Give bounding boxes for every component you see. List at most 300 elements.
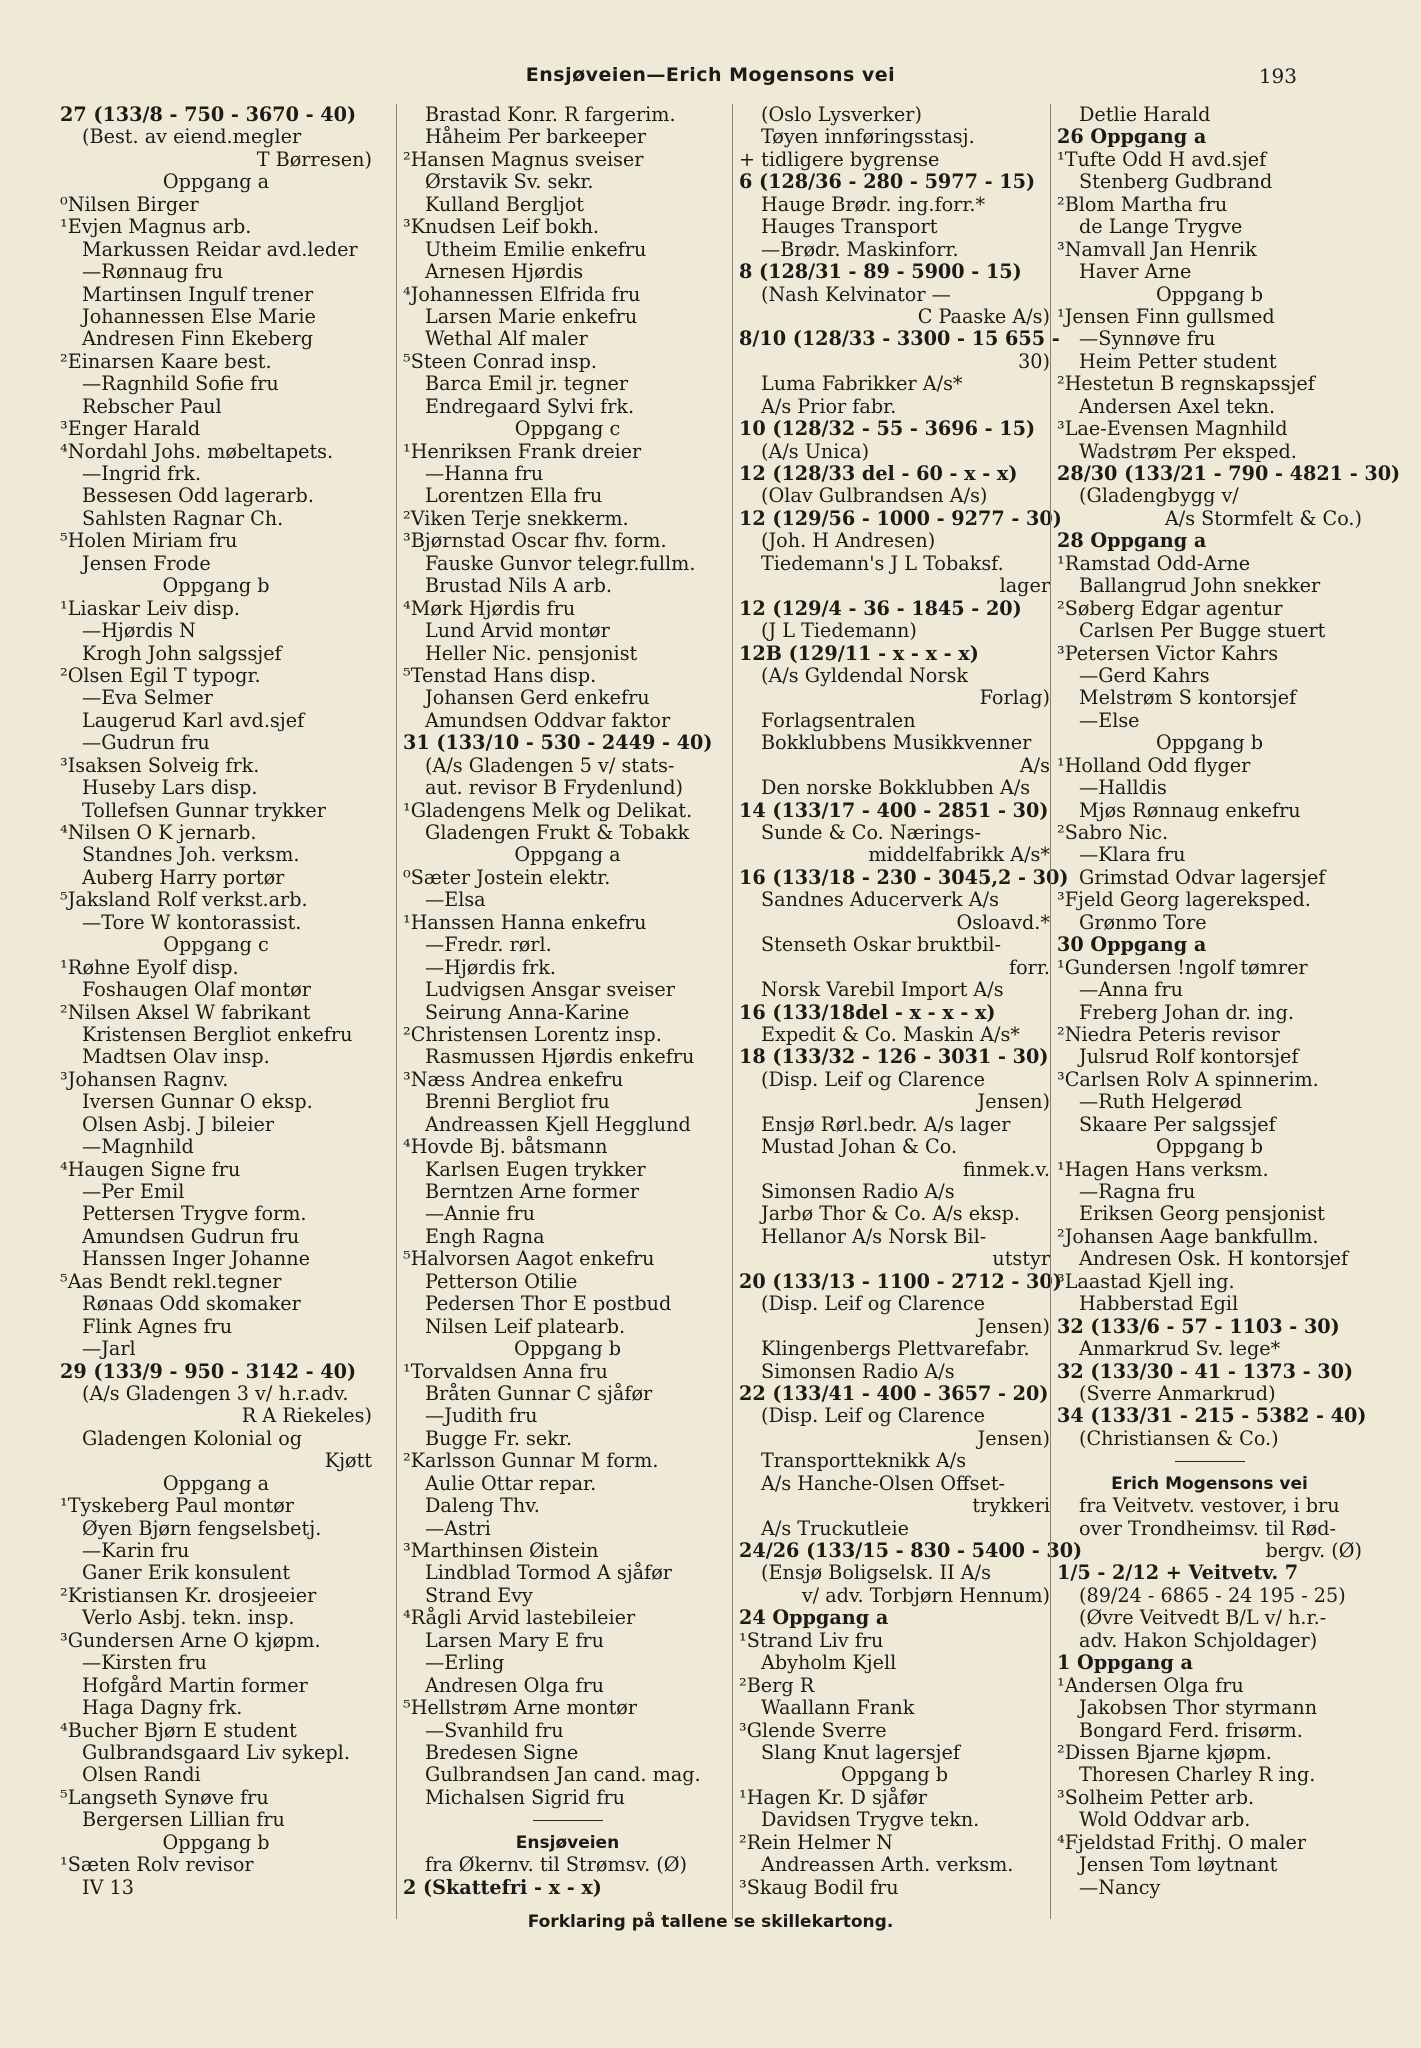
- directory-line: ⁵Steen Conrad insp.: [403, 349, 598, 373]
- directory-line: —Magnhild: [82, 1135, 194, 1159]
- directory-line: Julsrud Rolf kontorsjef: [1079, 1045, 1299, 1069]
- directory-line: ²Hestetun B regnskapssjef: [1057, 372, 1315, 396]
- directory-line: Heim Petter student: [1079, 349, 1277, 373]
- directory-line: Arnesen Hjørdis: [425, 260, 584, 284]
- address-number-line: 2 (Skattefri - x - x): [403, 1875, 602, 1899]
- directory-line: Ganer Erik konsulent: [82, 1561, 291, 1585]
- directory-line: Lund Arvid montør: [425, 619, 610, 643]
- directory-line: ³Lae-Evensen Magnhild: [1057, 417, 1288, 441]
- directory-line: Ørstavik Sv. sekr.: [425, 170, 594, 194]
- directory-line: ³Johansen Ragnv.: [60, 1067, 229, 1091]
- directory-line: utstyr: [992, 1247, 1050, 1271]
- directory-line: (Nash Kelvinator —: [761, 282, 951, 306]
- directory-line: middelfabrikk A/s*: [868, 843, 1050, 867]
- directory-line: lager: [999, 574, 1050, 598]
- directory-line: Stenseth Oskar bruktbil-: [761, 933, 1002, 957]
- directory-line: Jensen Frode: [82, 551, 211, 575]
- directory-line: —Ragnhild Sofie fru: [82, 372, 279, 396]
- directory-line: Expedit & Co. Maskin A/s*: [761, 1022, 1020, 1046]
- address-number-line: 29 (133/9 - 950 - 3142 - 40): [60, 1359, 357, 1383]
- directory-line: Karlsen Eugen trykker: [425, 1157, 646, 1181]
- directory-line: Simonsen Radio A/s: [761, 1359, 955, 1383]
- directory-line: Hofgård Martin former: [82, 1673, 308, 1697]
- entrance-heading: Oppgang b: [1155, 1135, 1264, 1159]
- directory-line: ⁵Halvorsen Aagot enkefru: [403, 1247, 655, 1271]
- directory-line: Den norske Bokklubben A/s: [761, 776, 1031, 800]
- directory-line: over Trondheimsv. til Rød-: [1079, 1516, 1337, 1540]
- directory-line: Michalsen Sigrid fru: [425, 1785, 626, 1809]
- directory-line: —Erling: [425, 1651, 505, 1675]
- directory-line: Rasmussen Hjørdis enkefru: [425, 1045, 695, 1069]
- directory-line: Thoresen Charley R ing.: [1079, 1763, 1316, 1787]
- directory-line: Stenberg Gudbrand: [1079, 170, 1273, 194]
- entrance-heading: Oppgang b: [513, 1337, 622, 1361]
- directory-line: Olsen Randi: [82, 1763, 201, 1787]
- directory-line: ¹Gladengens Melk og Delikat.: [403, 798, 693, 822]
- directory-line: Markussen Reidar avd.leder: [82, 237, 358, 261]
- address-number-line: 32 (133/30 - 41 - 1373 - 30): [1057, 1359, 1354, 1383]
- directory-line: —Per Emil: [82, 1180, 185, 1203]
- directory-line: Pedersen Thor E postbud: [425, 1292, 672, 1316]
- directory-line: Eriksen Georg pensjonist: [1079, 1202, 1325, 1226]
- directory-line: ¹Gundersen !ngolf tømrer: [1057, 955, 1308, 979]
- directory-line: Waallann Frank: [761, 1696, 915, 1720]
- directory-line: Auberg Harry portør: [82, 865, 285, 889]
- directory-line: Bongard Ferd. frisørm.: [1079, 1718, 1303, 1742]
- directory-line: ¹Sæten Rolv revisor: [60, 1853, 254, 1877]
- directory-line: trykkeri: [972, 1494, 1050, 1518]
- directory-line: C Paaske A/s): [917, 304, 1050, 328]
- directory-line: —Halldis: [1079, 776, 1167, 800]
- directory-line: (Disp. Leif og Clarence: [761, 1292, 985, 1316]
- directory-line: (Joh. H Andresen): [761, 529, 936, 553]
- directory-line: Jakobsen Thor styrmann: [1079, 1696, 1318, 1720]
- directory-line: ⁴Fjeldstad Frithj. O maler: [1057, 1830, 1307, 1854]
- directory-line: fra Økernv. til Strømsv. (Ø): [425, 1853, 687, 1877]
- directory-line: ¹Tufte Odd H avd.sjef: [1057, 147, 1267, 171]
- directory-line: ⁵Hellstrøm Arne montør: [403, 1696, 638, 1720]
- directory-line: Bråten Gunnar C sjåfør: [425, 1381, 653, 1405]
- directory-line: ⁵Holen Miriam fru: [60, 529, 238, 553]
- directory-line: Kristensen Bergliot enkefru: [82, 1022, 353, 1046]
- directory-line: Larsen Mary E fru: [425, 1628, 604, 1652]
- directory-line: Laugerud Karl avd.sjef: [82, 708, 305, 732]
- directory-line: —Astri: [425, 1516, 491, 1540]
- directory-line: ⁴Nordahl Johs. møbeltapets.: [60, 439, 334, 463]
- directory-line: —Svanhild fru: [425, 1718, 564, 1742]
- directory-line: de Lange Trygve: [1079, 215, 1243, 239]
- directory-line: Jensen Tom løytnant: [1079, 1853, 1278, 1877]
- directory-line: —Else: [1079, 708, 1140, 732]
- directory-line: Bugge Fr. sekr.: [425, 1426, 573, 1450]
- directory-line: Jarbø Thor & Co. A/s eksp.: [761, 1202, 1020, 1226]
- directory-line: Madtsen Olav insp.: [82, 1045, 270, 1069]
- directory-line: Larsen Marie enkefru: [425, 304, 638, 328]
- directory-line: (Best. av eiend.megler: [82, 125, 302, 149]
- directory-line: Detlie Harald: [1079, 103, 1211, 126]
- directory-line: Kulland Bergljot: [425, 192, 584, 216]
- directory-line: Ludvigsen Ansgar sveiser: [425, 978, 675, 1002]
- directory-line: —Hjørdis N: [82, 619, 196, 643]
- directory-line: Freberg Johan dr. ing.: [1079, 1000, 1294, 1024]
- address-number-line: 12 (128/33 del - 60 - x - x): [739, 462, 1018, 485]
- directory-line: Sahlsten Ragnar Ch.: [82, 506, 284, 530]
- directory-line: Grønmo Tore: [1079, 910, 1207, 934]
- directory-line: Heller Nic. pensjonist: [425, 641, 638, 665]
- directory-line: Strand Evy: [425, 1583, 533, 1607]
- page-number: 193: [1258, 64, 1297, 88]
- address-number-line: 30 Oppgang a: [1057, 933, 1207, 957]
- directory-line: Johannessen Else Marie: [82, 304, 316, 328]
- directory-line: Grimstad Odvar lagersjef: [1079, 865, 1326, 889]
- directory-line: Fauske Gunvor telegr.fullm.: [425, 551, 696, 575]
- directory-line: ¹Tyskeberg Paul montør: [60, 1494, 294, 1518]
- directory-line: Forlag): [979, 686, 1050, 710]
- directory-line: Gulbrandsen Jan cand. mag.: [425, 1763, 701, 1787]
- address-number-line: 24/26 (133/15 - 830 - 5400 - 30): [739, 1539, 1083, 1562]
- directory-line: —Jarl: [82, 1337, 136, 1361]
- directory-line: ¹Røhne Eyolf disp.: [60, 955, 239, 979]
- address-number-line: 26 Oppgang a: [1057, 125, 1207, 149]
- directory-line: fra Veitvetv. vestover, i bru: [1079, 1494, 1340, 1518]
- entrance-heading: Oppgang b: [162, 574, 270, 598]
- directory-line: adv. Hakon Schjoldager): [1079, 1628, 1318, 1652]
- directory-line: ¹Holland Odd flyger: [1057, 753, 1251, 777]
- address-number-line: 8/10 (128/33 - 3300 - 15 655 -: [739, 327, 1060, 351]
- address-number-line: 12 (129/56 - 1000 - 9277 - 30): [739, 506, 1062, 530]
- directory-line: Pettersen Trygve form.: [82, 1202, 307, 1226]
- directory-line: ³Carlsen Rolv A spinnerim.: [1057, 1067, 1319, 1091]
- directory-line: —Rønnaug fru: [82, 260, 224, 284]
- directory-line: Wold Oddvar arb.: [1079, 1808, 1251, 1832]
- directory-line: 30): [1018, 349, 1050, 373]
- directory-line: —Brødr. Maskinforr.: [761, 237, 959, 261]
- directory-line: Standnes Joh. verksm.: [82, 843, 300, 867]
- address-number-line: 16 (133/18 - 230 - 3045,2 - 30): [739, 865, 1069, 889]
- directory-line: —Gerd Kahrs: [1079, 663, 1210, 687]
- directory-line: Øyen Bjørn fengselsbetj.: [82, 1516, 322, 1540]
- directory-line: ⁴Mørk Hjørdis fru: [403, 596, 576, 620]
- directory-line: Engh Ragna: [425, 1224, 545, 1248]
- directory-line: ²Berg R: [739, 1673, 815, 1697]
- directory-line: Andersen Axel tekn.: [1079, 394, 1276, 418]
- directory-line: (Ensjø Boligselsk. II A/s: [761, 1561, 991, 1585]
- column-2: [396, 104, 732, 1919]
- entrance-heading: Oppgang a: [162, 170, 270, 194]
- column-4: [1050, 103, 1401, 1919]
- directory-line: Rønaas Odd skomaker: [82, 1292, 301, 1316]
- directory-line: (A/s Gladengen 3 v/ h.r.adv.: [82, 1381, 349, 1405]
- directory-line: ⁵Langseth Synøve fru: [60, 1785, 269, 1809]
- directory-line: ²Niedra Peteris revisor: [1057, 1022, 1280, 1046]
- directory-line: ⁴Nilsen O K jernarb.: [60, 821, 257, 844]
- address-number-line: 8 (128/31 - 89 - 5900 - 15): [739, 260, 1022, 284]
- directory-line: Andresen Olga fru: [425, 1673, 605, 1697]
- directory-line: Nilsen Leif platearb.: [425, 1314, 626, 1338]
- address-number-line: 16 (133/18del - x - x - x): [739, 1000, 996, 1024]
- directory-line: Aulie Ottar repar.: [425, 1471, 597, 1495]
- directory-line: Andreassen Kjell Hegglund: [425, 1112, 691, 1136]
- directory-line: ³Enger Harald: [60, 417, 201, 441]
- directory-line: ²Kristiansen Kr. drosjeeier: [60, 1583, 317, 1607]
- directory-line: ³Solheim Petter arb.: [1057, 1785, 1255, 1809]
- directory-line: Jensen): [977, 1314, 1050, 1338]
- directory-line: (A/s Gyldendal Norsk: [761, 663, 968, 687]
- directory-line: (Øvre Veitvedt B/L v/ h.r.-: [1079, 1606, 1327, 1630]
- directory-line: Bokklubbens Musikkvenner: [761, 731, 1032, 755]
- directory-line: —Ragna fru: [1079, 1180, 1196, 1203]
- directory-line: Luma Fabrikker A/s*: [761, 372, 963, 396]
- directory-line: (89/24 - 6865 - 24 195 - 25): [1079, 1583, 1346, 1607]
- directory-line: + tidligere bygrense: [739, 147, 940, 171]
- directory-line: Mjøs Rønnaug enkefru: [1079, 798, 1301, 822]
- directory-line: Verlo Asbj. tekn. insp.: [82, 1606, 295, 1630]
- directory-line: Wethal Alf maler: [425, 327, 588, 351]
- directory-line: Olsen Asbj. J bileier: [82, 1112, 275, 1136]
- directory-line: aut. revisor B Frydenlund): [425, 776, 684, 800]
- directory-line: ⁵Aas Bendt rekl.tegner: [60, 1269, 282, 1293]
- directory-line: (Sverre Anmarkrud): [1079, 1381, 1276, 1405]
- directory-line: Bergersen Lillian fru: [82, 1808, 285, 1832]
- address-number-line: 1/5 - 2/12 + Veitvetv. 7: [1057, 1561, 1299, 1585]
- directory-line: Jensen): [977, 1090, 1050, 1114]
- directory-columns: [60, 103, 1401, 1919]
- directory-line: —Karin fru: [82, 1539, 190, 1562]
- directory-line: —Kirsten fru: [82, 1651, 207, 1675]
- directory-line: —Klara fru: [1079, 843, 1186, 867]
- directory-line: ⁵Jaksland Rolf verkst.arb.: [60, 888, 308, 912]
- directory-line: Seirung Anna-Karine: [425, 1000, 630, 1024]
- directory-line: —Hjørdis frk.: [425, 955, 556, 979]
- directory-line: A/s: [1019, 753, 1050, 777]
- directory-line: Tøyen innføringsstasj.: [761, 125, 975, 149]
- directory-line: ³Marthinsen Øistein: [403, 1539, 599, 1562]
- directory-line: ¹Hagen Hans verksm.: [1057, 1157, 1269, 1181]
- address-number-line: 22 (133/41 - 400 - 3657 - 20): [739, 1381, 1049, 1405]
- directory-line: Jensen): [977, 1426, 1050, 1450]
- directory-line: (Disp. Leif og Clarence: [761, 1404, 985, 1428]
- directory-line: ⁴Bucher Bjørn E student: [60, 1718, 297, 1742]
- address-number-line: 28/30 (133/21 - 790 - 4821 - 30): [1057, 462, 1401, 485]
- directory-line: Bessesen Odd lagerarb.: [82, 484, 314, 508]
- directory-line: Hauge Brødr. ing.forr.*: [761, 192, 986, 216]
- directory-line: Petterson Otilie: [425, 1269, 578, 1293]
- directory-line: ³Knudsen Leif bokh.: [403, 215, 600, 239]
- directory-line: Håheim Per barkeeper: [425, 125, 647, 149]
- directory-line: ¹Henriksen Frank dreier: [403, 439, 642, 463]
- address-number-line: 27 (133/8 - 750 - 3670 - 40): [60, 103, 357, 126]
- address-number-line: 24 Oppgang a: [739, 1606, 889, 1630]
- directory-line: Slang Knut lagersjef: [761, 1740, 960, 1764]
- directory-line: Skaare Per salgssjef: [1079, 1112, 1276, 1136]
- entrance-heading: Oppgang c: [163, 933, 269, 957]
- address-number-line: 20 (133/13 - 1100 - 2712 - 30): [739, 1269, 1062, 1293]
- entrance-heading: Oppgang b: [162, 1830, 270, 1854]
- directory-line: —Synnøve fru: [1079, 327, 1216, 351]
- directory-line: (Gladengbygg v/: [1079, 484, 1239, 508]
- directory-line: Brustad Nils A arb.: [425, 574, 612, 598]
- directory-line: Andreassen Arth. verksm.: [761, 1853, 1014, 1877]
- directory-line: Lorentzen Ella fru: [425, 484, 603, 508]
- directory-line: Tollefsen Gunnar trykker: [82, 798, 326, 822]
- directory-line: ³Isaksen Solveig frk.: [60, 753, 260, 777]
- directory-line: Melstrøm S kontorsjef: [1079, 686, 1297, 710]
- directory-line: —Annie fru: [425, 1202, 535, 1226]
- entrance-heading: Oppgang a: [514, 843, 621, 867]
- directory-line: ¹Hagen Kr. D sjåfør: [739, 1785, 928, 1809]
- directory-line: Wadstrøm Per eksped.: [1079, 439, 1297, 463]
- entrance-heading: Oppgang b: [840, 1763, 949, 1787]
- directory-line: (Christiansen & Co.): [1079, 1426, 1279, 1450]
- directory-line: Amundsen Oddvar faktor: [425, 708, 671, 732]
- directory-line: Haver Arne: [1079, 260, 1192, 284]
- directory-line: IV 13: [82, 1875, 134, 1899]
- directory-line: Daleng Thv.: [425, 1494, 540, 1518]
- section-divider: [403, 1809, 732, 1831]
- directory-line: —Nancy: [1079, 1875, 1161, 1899]
- page-header: [0, 64, 1421, 98]
- directory-line: ²Viken Terje snekkerm.: [403, 506, 629, 530]
- directory-line: (Disp. Leif og Clarence: [761, 1067, 985, 1091]
- entrance-heading: Oppgang b: [1155, 282, 1264, 306]
- directory-line: ¹Hanssen Hanna enkefru: [403, 910, 647, 934]
- directory-line: ³Laastad Kjell ing.: [1057, 1269, 1235, 1293]
- directory-line: ³Næss Andrea enkefru: [403, 1067, 624, 1091]
- directory-line: Anmarkrud Sv. lege*: [1079, 1337, 1281, 1361]
- directory-line: ²Søberg Edgar agentur: [1057, 596, 1283, 620]
- column-3: [732, 103, 1083, 1919]
- directory-line: Osloavd.*: [956, 910, 1050, 934]
- directory-line: Hellanor A/s Norsk Bil-: [761, 1224, 987, 1248]
- directory-line: A/s Hanche-Olsen Offset-: [761, 1471, 1006, 1495]
- address-number-line: 14 (133/17 - 400 - 2851 - 30): [739, 798, 1049, 822]
- directory-line: —Eva Selmer: [82, 686, 213, 710]
- directory-line: R A Riekeles): [241, 1404, 372, 1428]
- directory-line: —Anna fru: [1079, 978, 1183, 1002]
- directory-line: Sunde & Co. Nærings-: [761, 821, 981, 844]
- directory-line: A/s Truckutleie: [761, 1516, 910, 1540]
- address-number-line: 6 (128/36 - 280 - 5977 - 15): [739, 170, 1036, 194]
- directory-line: ³Glende Sverre: [739, 1718, 887, 1742]
- directory-line: Simonsen Radio A/s: [761, 1180, 955, 1203]
- directory-line: (A/s Gladengen 5 v/ stats-: [425, 753, 675, 777]
- directory-line: ⁴Haugen Signe fru: [60, 1157, 241, 1181]
- directory-line: (Oslo Lysverker): [761, 103, 922, 126]
- address-number-line: 31 (133/10 - 530 - 2449 - 40): [403, 731, 713, 755]
- directory-line: v/ adv. Torbjørn Hennum): [801, 1583, 1050, 1607]
- entrance-heading: Oppgang b: [1155, 731, 1264, 755]
- directory-line: Andresen Finn Ekeberg: [82, 327, 314, 351]
- directory-line: Kjøtt: [324, 1449, 372, 1473]
- directory-line: Haga Dagny frk.: [82, 1696, 243, 1720]
- directory-line: Barca Emil jr. tegner: [425, 372, 629, 396]
- directory-line: Brenni Bergliot fru: [425, 1090, 610, 1114]
- directory-line: Sandnes Aducerverk A/s: [761, 888, 999, 912]
- directory-line: Norsk Varebil Import A/s: [761, 978, 1004, 1002]
- directory-line: Gladengen Kolonial og: [82, 1426, 303, 1450]
- directory-line: ³Namvall Jan Henrik: [1057, 237, 1257, 261]
- directory-line: ¹Liaskar Leiv disp.: [60, 596, 241, 620]
- directory-line: ²Dissen Bjarne kjøpm.: [1057, 1740, 1272, 1764]
- directory-line: Abyholm Kjell: [761, 1651, 897, 1675]
- directory-line: Endregaard Sylvi frk.: [425, 394, 635, 418]
- directory-line: Utheim Emilie enkefru: [425, 237, 647, 261]
- directory-line: ¹Jensen Finn gullsmed: [1057, 304, 1275, 328]
- directory-line: Gladengen Frukt & Tobakk: [425, 821, 690, 844]
- directory-line: —Fredr. rørl.: [425, 933, 552, 957]
- directory-line: ⁵Tenstad Hans disp.: [403, 663, 597, 687]
- directory-line: (A/s Unica): [761, 439, 870, 463]
- address-number-line: 18 (133/32 - 126 - 3031 - 30): [739, 1045, 1049, 1069]
- directory-line: —Ruth Helgerød: [1079, 1090, 1243, 1114]
- directory-line: ¹Evjen Magnus arb.: [60, 215, 252, 239]
- directory-line: Krogh John salgssjef: [82, 641, 282, 665]
- directory-line: Transportteknikk A/s: [761, 1449, 967, 1473]
- directory-line: T Børresen): [256, 147, 372, 171]
- directory-line: Brastad Konr. R fargerim.: [425, 103, 676, 126]
- directory-line: ⁴Rågli Arvid lastebileier: [403, 1606, 636, 1630]
- directory-line: ²Rein Helmer N: [739, 1830, 893, 1854]
- directory-line: Foshaugen Olaf montør: [82, 978, 311, 1002]
- directory-line: ¹Ramstad Odd-Arne: [1057, 551, 1251, 575]
- directory-line: Huseby Lars disp.: [82, 776, 258, 800]
- address-number-line: 12 (129/4 - 36 - 1845 - 20): [739, 596, 1022, 620]
- address-number-line: 10 (128/32 - 55 - 3696 - 15): [739, 417, 1036, 441]
- directory-line: ³Petersen Victor Kahrs: [1057, 641, 1279, 665]
- address-number-line: 34 (133/31 - 215 - 5382 - 40): [1057, 1404, 1367, 1428]
- directory-line: ²Olsen Egil T typogr.: [60, 663, 261, 687]
- directory-line: ⁰Nilsen Birger: [60, 192, 199, 216]
- directory-line: ⁴Johannessen Elfrida fru: [403, 282, 641, 306]
- directory-line: ³Fjeld Georg lagereksped.: [1057, 888, 1311, 912]
- directory-line: forr.: [1009, 955, 1050, 979]
- directory-line: Mustad Johan & Co.: [761, 1135, 958, 1159]
- directory-line: Johansen Gerd enkefru: [425, 686, 650, 710]
- directory-line: Carlsen Per Bugge stuert: [1079, 619, 1326, 643]
- directory-line: Ballangrud John snekker: [1079, 574, 1321, 598]
- directory-line: —Ingrid frk.: [82, 462, 202, 485]
- directory-line: ²Johansen Aage bankfullm.: [1057, 1224, 1319, 1248]
- address-number-line: 32 (133/6 - 57 - 1103 - 30): [1057, 1314, 1340, 1338]
- address-number-line: 1 Oppgang a: [1057, 1651, 1193, 1675]
- directory-line: ²Christensen Lorentz insp.: [403, 1022, 662, 1046]
- page-title: Ensjøveien—Erich Mogensons vei: [525, 64, 896, 86]
- directory-line: ²Sabro Nic.: [1057, 821, 1169, 844]
- directory-line: Martinsen Ingulf trener: [82, 282, 314, 306]
- directory-line: Habberstad Egil: [1079, 1292, 1239, 1316]
- entrance-heading: Oppgang a: [162, 1471, 270, 1495]
- directory-line: ²Hansen Magnus sveiser: [403, 147, 644, 171]
- directory-line: ³Gundersen Arne O kjøpm.: [60, 1628, 321, 1652]
- directory-line: Bredesen Signe: [425, 1740, 579, 1764]
- directory-line: —Gudrun fru: [82, 731, 210, 755]
- directory-line: ³Skaug Bodil fru: [739, 1875, 899, 1899]
- directory-line: Davidsen Trygve tekn.: [761, 1808, 980, 1832]
- directory-line: (Olav Gulbrandsen A/s): [761, 484, 988, 508]
- directory-line: (J L Tiedemann): [761, 619, 917, 643]
- entrance-heading: Oppgang c: [514, 417, 621, 441]
- directory-line: Hauges Transport: [761, 215, 938, 239]
- directory-line: Hanssen Inger Johanne: [82, 1247, 310, 1271]
- directory-line: bergv. (Ø): [1265, 1539, 1362, 1562]
- directory-line: —Hanna fru: [425, 462, 544, 485]
- page-footer: Forklaring på tallene se skillekartong.: [527, 1912, 894, 1932]
- directory-line: Forlagsentralen: [761, 708, 916, 732]
- column-1: [60, 104, 372, 1919]
- directory-line: Gulbrandsgaard Liv sykepl.: [82, 1740, 350, 1764]
- directory-line: ²Karlsson Gunnar M form.: [403, 1449, 659, 1473]
- directory-line: A/s Prior fabr.: [761, 394, 897, 418]
